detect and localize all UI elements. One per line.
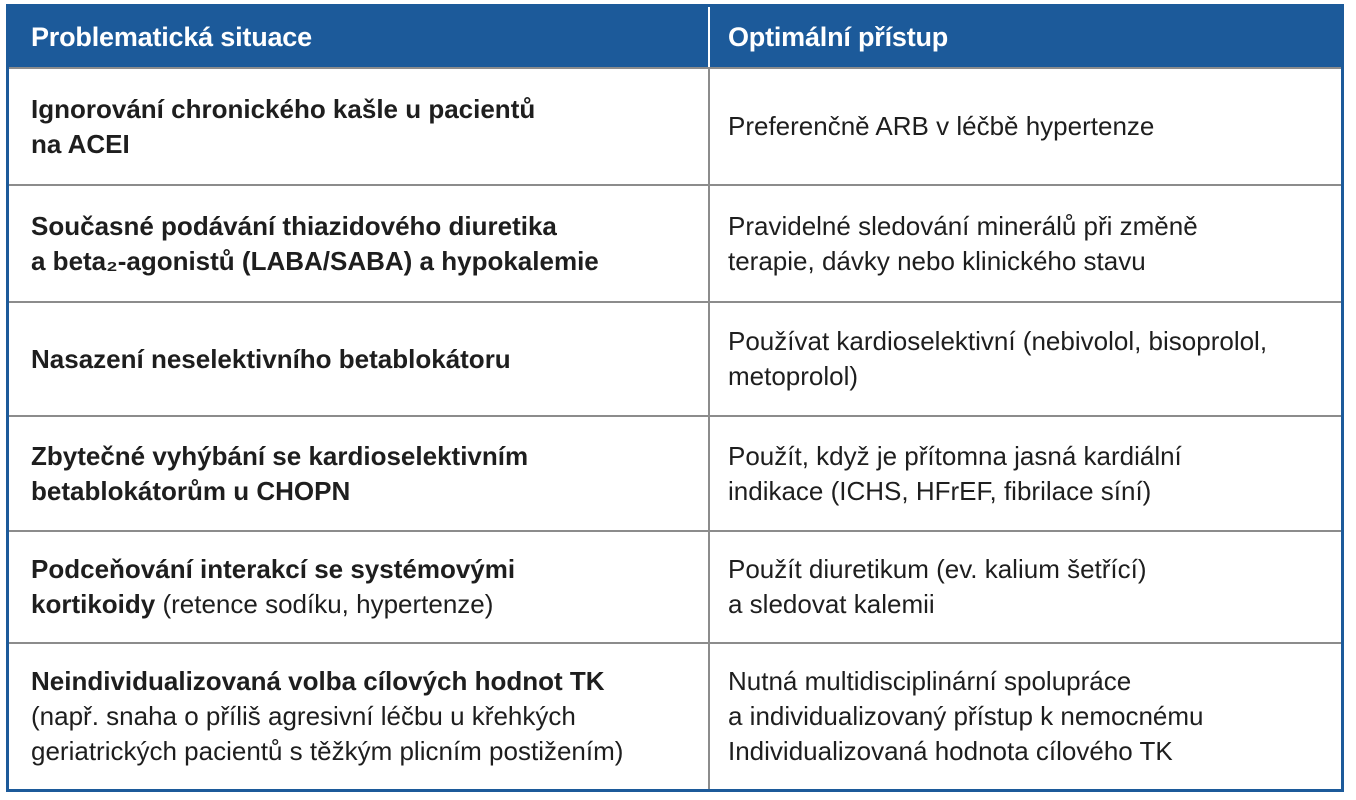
approach-cell — [710, 303, 1341, 415]
situation-cell — [9, 417, 710, 530]
header-problem-situation: Problematická situace — [9, 7, 710, 67]
header-optimal-approach: Optimální přístup — [728, 21, 949, 52]
situation-line: (např. snaha o příliš agresivní léčbu u křehkých — [31, 701, 576, 731]
approach-line: Nutná multidisciplinární spolupráce — [728, 666, 1132, 696]
approach-line: Pravidelné sledování minerálů při změně — [728, 210, 1198, 241]
approach-line: Preferenčně ARB v léčbě hypertenze — [728, 111, 1155, 141]
approach-line: terapie, dávky nebo klinického stavu — [728, 245, 1146, 276]
table-header — [9, 7, 1341, 67]
situation-line: betablokátorům u CHOPN — [31, 475, 351, 506]
approach-line: Individualizovaná hodnota cílového TK — [728, 736, 1173, 766]
approach-cell — [710, 532, 1341, 642]
table-row — [9, 67, 1341, 184]
situation-line: Neindividualizovaná volba cílových hodnot TK — [31, 666, 605, 696]
situation-line: kortikoidy (retence sodíku, hypertenze) — [31, 589, 494, 619]
situation-line: na ACEI — [31, 128, 130, 159]
approach-line: Použít, když je přítomna jasná kardiální — [728, 440, 1182, 471]
situation-cell — [9, 303, 710, 415]
approach-cell — [710, 69, 1341, 184]
table-row — [9, 301, 1341, 415]
recommendation-table — [6, 4, 1344, 792]
situation-cell — [9, 532, 710, 642]
table-row — [9, 184, 1341, 301]
situation-cell — [9, 69, 710, 184]
approach-line: a sledovat kalemii — [728, 589, 935, 619]
situation-line: a beta₂-agonistů (LABA/SABA) a hypokalemie — [31, 245, 599, 276]
table-row — [9, 530, 1341, 642]
situation-line: Podceňování interakcí se systémovými — [31, 554, 516, 584]
situation-line: Zbytečné vyhýbání se kardioselektivním — [31, 440, 529, 471]
situation-cell — [9, 644, 710, 789]
approach-cell — [710, 417, 1341, 530]
situation-line: Nasazení neselektivního betablokátoru — [31, 343, 511, 374]
situation-line: Současné podávání thiazidového diuretika — [31, 210, 557, 241]
situation-line: Ignorování chronického kašle u pacientů — [31, 93, 536, 124]
situation-line: geriatrických pacientů s těžkým plicním postižením) — [31, 736, 624, 766]
approach-line: metoprolol) — [728, 361, 859, 391]
table-row — [9, 415, 1341, 530]
situation-cell — [9, 186, 710, 301]
approach-line: a individualizovaný přístup k nemocnému — [728, 701, 1204, 731]
approach-line: Použít diuretikum (ev. kalium šetřící) — [728, 554, 1147, 584]
approach-line: indikace (ICHS, HFrEF, fibrilace síní) — [728, 475, 1152, 506]
approach-cell — [710, 186, 1341, 301]
table-row — [9, 642, 1341, 789]
approach-cell — [710, 644, 1341, 789]
approach-line: Používat kardioselektivní (nebivolol, bisoprolol, — [728, 326, 1268, 356]
